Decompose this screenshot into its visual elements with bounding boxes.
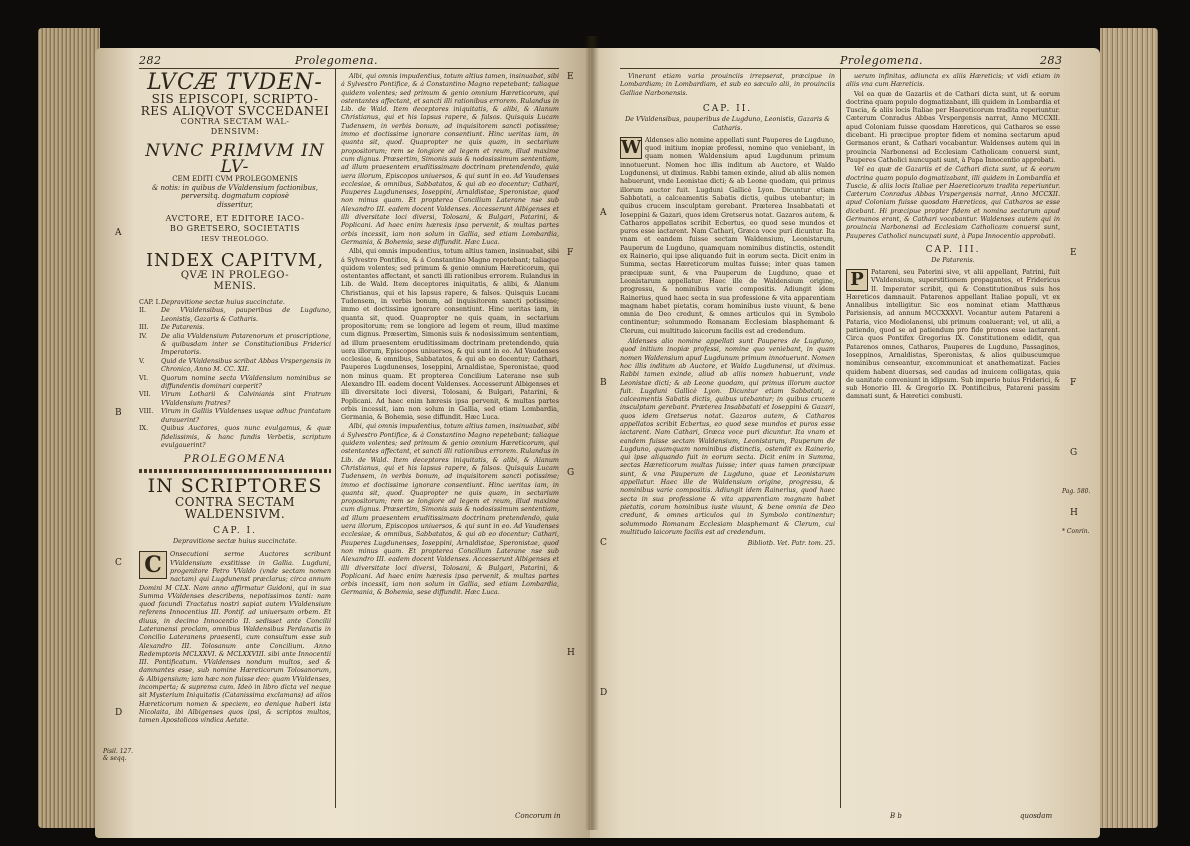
- margin-letter: E: [567, 72, 574, 82]
- margin-letter: C: [115, 558, 122, 568]
- index-item: IX. Quibus Auctores, quos nunc evulgamus, & quæ fidelissimis, & hanc fundis Verbetis, scriptum evulgauerint?: [139, 424, 331, 449]
- right-running-head: Prolegomena.: [840, 54, 924, 67]
- chapter-2-body-cont: Aldenses alio nomine appellati sunt Pauperes de Lugduno, quod initium inopiæ professi, nomine quo veniebant, in quam nomen Waldensium apud Lugdunum primum innotuerunt. Nomen hoc illis inditum ab Auctore, et Waldo Lugdunensi, ut diximus. Rabbi tamen exinde, aliud ab aliis nomen habuerunt, vnde Leonistae dicti; & ab Leone quodam, qui primus illorum auctor fuit. Lugduni Gallicè Lyon. Dicuntur etiam Sabbatati, a calceamentis Sabatis dictis, quibus utebantur; in quibus crucem insculptam gerebant. Præterea Insabbatati et Ioseppini & Gazari, quos idem Gretserus notat. Gazaros autem, & Catharos appellatos scribit Ecbertus, eo quod sese mundos et puros esse iactarent. Nam Cathari, Græca voce puri dicuntur. Ita vnam et eandem fuisse sectam Waldensium, Leonistarum, Pauperum de Lugduno, quamquam nominibus distinctis, ostendit ex Rainerio, qui ipse aliquando fuit in eorum secta. Dicit enim in Summa, sectas Hæreticorum multas fuisse; inter quas tamen præcipuæ sunt, & vna Pauperum de Lugduno, quae et Leonistarum appellatur. Haec ille de Waldensium origine, progressu, & nominibus varie compositis. Adiungit idem Rainerius, quod haec secta in sua professione & vita apparentiam magnam habet pietatis, coram hominibus iuste viuunt, & bene omnia de Deo credunt, & omnes articulos qui in Symbolo continentur; solummodo Romanam Ecclesiam blasphemant & Clerum, cui multitudo laicorum facilis est ad credendum.: [620, 337, 835, 536]
- chapter-3-body: P Patareni, seu Paterini sive, vt alii appellant, Patrini, fuit VValdensium, superstitionem propagantes, et Fridericus II. Imperator scribit, qui & Constitutionibus suis hos Hæreticos damnauit. Patarenos appellant Italiae populi, vt ex Annalibus intelligitur. Sic eos nominat etiam Matthæus Parisiensis, ad annum MCCXXXVI. Vocantur autem Patareni a Pataria, vico Mediolanensi, ubi primum coaluerant; vel, ut alii, a patiendo, quod se ad patiendum pro fide pronos esse iactarent. Circa quos Pontifex Gregorius IX. Constitutionem edidit, qua Patarenos omnes, Catharos, Pauperes de Lugduno, Passaginos, Ioseppinos, Arnaldistas, Speronistas, & alios quibuscumque nominibus censeantur, excommunicat et anathematizat. Facies quidem habent diuersas, sed caudas ad inuicem colligatas, quia de uanitate conveniunt in idipsum. Sub imperio huius Friderici, & sub Honorio III. & Gregorio IX. Pontificibus, Patareni passim damnati sunt, & Hæretici combusti.: [846, 267, 1060, 401]
- left-page-column-2: [341, 72, 559, 808]
- left-page-number: 282: [139, 54, 162, 67]
- margin-letter: E: [1070, 248, 1077, 258]
- drop-cap-initial: W: [621, 136, 642, 158]
- prolegomena-heading: PROLEGOMENA: [183, 454, 287, 466]
- chapter-1-heading: CAP. I.: [213, 526, 257, 537]
- title-line-8: & notis: in quibus de VValdensium factionibus,: [152, 183, 318, 192]
- right-marginal-note-1: Pag. 580.: [1062, 488, 1091, 495]
- right-column-divider: [840, 68, 841, 808]
- margin-letter: C: [600, 538, 607, 548]
- left-catchword: Concorum in: [515, 812, 561, 820]
- title-line-11: AVCTORE, ET EDITORE IACO-: [165, 214, 305, 223]
- index-item: II. De VValdensibus, pauperibus de Lugduno, Leonistis, Gazaris & Catharis.: [139, 306, 331, 323]
- chapter-1-summary: Depravitione sectæ huius succinctate.: [173, 537, 297, 546]
- margin-letter: F: [567, 248, 574, 258]
- right-page: [590, 48, 1100, 838]
- index-item: III. De Patarenis.: [139, 323, 205, 332]
- chapter-1-body: C Onsecutioni serme Auctores scribunt VValdensium exstitisse in Gallia. Lugduni, progenitore Petro VValdo (vnde sectam nomen nactam) qui Lugdunenst præclarus; circa annum Domini M CLX. Nam anno affirmatur Guidoni, qui in sua Summa VValdenses describens, nepotissimos tanti: nam quod facundi Tractatus nostri sapiat autem VValdensium referens Innocentius III. Pontif. ad uniuersum orbem. Et diuus, in decimo Innocentio II. sedisset ante Concilii Lateranensi proclam, omnibus Waldensibus Perdanatis in Concilio Lateranens praesenti, cum consultum esse sub Alexandro III. Tolosanum ante Concilium. Anno Redemptoris MCLXXVI. & MCLXXVIII. sibi ante Innocentii III. Pontificatum. VValdenses nondum multos, sed & damnantes esse, sub nomine Hæreticorum Tolosanorum, & Albigensium; iam hæc non fuisse deo: quam VValdenses, incomperta; & suprema cum. Ideò in libro dicta vel neque sit Mysterium Iniquitatis (Catanissima exclamans) ad alios Hæreticorum nomen & speciem, eo denique haberi ista Nicolaita, ibi Albigenses quos ipsi, & scriptos multos, tamen Apostolicos vindica Aetate.: [139, 550, 331, 725]
- right-col1-top-text: Vinerant etiam varia prouinciis irrepserat, præcipue in Lombardiam; in Lombardiam, et sub eo sæculo alii, in prouinciis Galliae Narbonensis.: [620, 72, 835, 97]
- right-page-column-2: [846, 72, 1060, 812]
- margin-letter: D: [115, 708, 123, 718]
- right-page-number: 283: [1040, 54, 1063, 67]
- title-line-3: RES ALIQVOT SVCCEDANEI: [140, 104, 330, 118]
- index-title: INDEX CAPITVM,: [145, 250, 325, 271]
- left-page-column-1: [139, 72, 331, 808]
- left-running-head: Prolegomena.: [295, 54, 379, 67]
- book-gutter: [585, 36, 599, 830]
- chapter-2-body: W Aldenses alio nomine appellati sunt Pauperes de Lugduno, quod initium inopiæ professi, nomine quo veniebant, in quam nomen Waldensium apud Lugdunum primum innotuerunt. Nomen hoc illis inditum ab Auctore, et Waldo Lugdunensi, ut diximus. Rabbi tamen exinde, aliud ab aliis nomen habuerunt, vnde Leonistae dicti; & ab Leone quodam, qui primus illorum auctor fuit. Lugduni Gallicè Lyon. Dicuntur etiam Sabbatati, a calceamentis Sabatis dictis, quibus utebantur; in quibus crucem insculptam gerebant. Præterea Insabbatati et Ioseppini & Gazari, quos idem Gretserus notat. Gazaros autem, & Catharos appellatos scribit Ecbertus, eo quod sese mundos et puros esse iactarent. Nam Cathari, Græca voce puri dicuntur. Ita vnam et eandem fuisse sectam Waldensium, Leonistarum, Pauperum de Lugduno, quamquam nominibus distinctis, ostendit ex Rainerio, qui ipse aliquando fuit in eorum secta. Dicit enim in Summa, sectas Hæreticorum multas fuisse; inter quas tamen præcipuæ sunt, & vna Pauperum de Lugduno, quae et Leonistarum appellatur. Haec ille de Waldensium origine, progressu, & nominibus varie compositis. Adiungit idem Rainerius, quod haec secta in sua professione & vita apparentiam magnam habet pietatis, coram hominibus iuste viuunt, & bene omnia de Deo credunt, & omnes articulos qui in Symbolo continentur; solummodo Romanam Ecclesiam blasphemant & Clerum, cui multitudo laicorum facilis est ad credendum.: [620, 135, 835, 335]
- right-col2-body-cont: Vel ea quæ de Gazariis et de Cathari dicta sunt, ut & eorum doctrina quam populo dogmatizabant, illi quidem in Lombardia et Tuscia, & aliis locis Italiae per Haereticorum tradita reperiuntur. Cæterum Conradus Abbas Vrspergensis narrat, Anno MCCXII. apud Coloniam fuisse quosdam Hæreticos, qui Catharos se esse dicebant. Hi præcipue propter fidem et nomina sectarum apud Germanos erant, & Cathari vocabantur. Waldenses autem qui in prouincia Narbonensi ad Ecclesiam Catholicam conuersi sunt, Pauperes Catholici nuncupati sunt, à Papa Innocentio approbati.: [846, 165, 1060, 240]
- index-item: VIII. Virum in Galliis VValdenses usque adhuc frantatum durauerint?: [139, 407, 331, 424]
- left-header-rule: [139, 68, 559, 69]
- margin-letter: H: [567, 648, 575, 658]
- chapter-3-summary: De Patarenis.: [931, 255, 975, 264]
- chapter-2-summary: De VValdensibus, pauperibus de Lugduno, Leonistis, Gazaris & Catharis.: [625, 114, 830, 132]
- left-page-col2-text-repeat-2: Albi, qui omnis impudentius, totum altius tamen, insinuabat, sibi á Sylvestro Pontifice, & á Constantino Magno repetebant; taliaque quidem volentes; sed primum & genio omnium Hæreticorum, qui ostentantes affectant, et sancti illi rationibus errorem. Rulandus in Lib. de Wald. Item deceptores iniquitatis, & alibi, & Alanum Christianus, qui et his lapsus rapere, & falsos. Quisquis Lucam Tudensem, in verbis bonum, ad inquisitorem sancti potissime; immo et doctissime ignorare consentiunt. Hinc ueritas iam, in quanta sit, quod. Quapropter ne quis quam, in sectarium propositorum; rem se longiore ad legem et reum, illud maxime cum dignus. Præsertim, Simonis suis & nodosissimum sententiam, ad illum praesentem eruditissimam doctrinam pretendendo, quia uera illorum, Episcopos uniuersos, & qui sunt in eo. Ad Vaudenses ecclesiae, & omnibus, Sabbatatos, & qui ab eo docentur; Cathari, Pauperes Lugdunenses, Ioseppini, Arnaldistae, Speronistae, quod non minus quam. Et propterea Concilium Laterane nse sub Alexandro III. eadem docent Valdenses. Accesserunt Albigenses et illi diversitate loci diversi, Tolosani, & Bulgari, Patarini, & Poplicani. Ad haec enim hæresis ipsa pervenit, & multas partes orbis incessit, iam non solum in Gallia, sed etiam Lombardia, Germania, & Bohemia, sese diffundit. Hæc Luca.: [341, 422, 559, 597]
- chapter-3-heading: CAP. III.: [925, 244, 981, 255]
- title-line-4: CONTRA SECTAM WAL-: [180, 117, 290, 126]
- right-col1-footer: Bibliotb. Vet. Patr. tom. 25.: [747, 539, 835, 548]
- section-title-line-3: WALDENSIVM.: [184, 507, 286, 522]
- left-marginal-note: Pisil. 127. & seqq.: [103, 748, 134, 762]
- title-line-9: perversitq. dogmatum copiosè: [181, 192, 289, 200]
- drop-cap-initial: C: [139, 551, 167, 579]
- margin-letter: A: [600, 208, 607, 218]
- right-col2-top-text: uerum infinitas, adiuncta ex aliis Hæreticis; vt vidi etiam in aliis vna cum Hæreticis.: [846, 72, 1060, 89]
- title-line-2: SIS EPISCOPI, SCRIPTO-: [151, 92, 319, 106]
- left-page: [95, 48, 592, 838]
- margin-letter: D: [600, 688, 608, 698]
- ornament-rule: [139, 469, 331, 473]
- index-subtitle-2: MENIS.: [213, 281, 257, 292]
- margin-letter: B: [115, 408, 122, 418]
- right-page-column-1: [620, 72, 835, 812]
- chapter-index-list: [139, 298, 331, 449]
- title-line-7: CEM EDITI CVM PROLEGOMENIS: [172, 175, 298, 183]
- index-item: VI. Quorum nomine secta VValdensium nominibus se diffundentis dominari cœperit?: [139, 373, 331, 391]
- margin-letter: A: [115, 228, 122, 238]
- right-marginal-note-2: * Conrin.: [1062, 528, 1090, 535]
- left-page-edges: [38, 28, 100, 828]
- drop-cap-initial: P: [846, 269, 868, 291]
- margin-letter: F: [1070, 378, 1077, 388]
- title-line-6: NVNC PRIMVM IN LV-: [145, 141, 325, 177]
- index-item: IV. De alia VValdensium Patarenorum et proscriptione, & quibusdam inter se Constitutionibus Friderici Imperatoris.: [139, 331, 331, 357]
- left-page-col2-text: Albi, qui omnis impudentius, totum altius tamen, insinuabat, sibi á Sylvestro Pontifice, & á Constantino Magno repetebant; taliaque quidem volentes; sed primum & genio omnium Hæreticorum, qui ostentantes affectant, et sancti illi rationibus errorem. Rulandus in Lib. de Wald. Item deceptores iniquitatis, & alibi, & Alanum Christianus, qui et his lapsus rapere, & falsos. Quisquis Lucam Tudensem, in verbis bonum, ad inquisitorem sancti potissime; immo et doctissime ignorare consentiunt. Hinc ueritas iam, in quanta sit, quod. Quapropter ne quis quam, in sectarium propositorum; rem se longiore ad legem et reum, illud maxime cum dignus. Præsertim, Simonis suis & nodosissimum sententiam, ad illum praesentem eruditissimam doctrinam pretendendo, quia uera illorum, Episcopos uniuersos, & qui sunt in eo. Ad Vaudenses ecclesiae, & omnibus, Sabbatatos, & qui ab eo docentur; Cathari, Pauperes Lugdunenses, Ioseppini, Arnaldistae, Speronistae, quod non minus quam. Et propterea Concilium Laterane nse sub Alexandro III. eadem docent Valdenses. Accesserunt Albigenses et illi diversitate loci diversi, Tolosani, & Bulgari, Patarini, & Poplicani. Ad haec enim hæresis ipsa pervenit, & multas partes orbis incessit, iam non solum in Gallia, sed etiam Lombardia, Germania, & Bohemia, sese diffundit. Hæc Luca.: [341, 72, 559, 246]
- title-line-5: DENSIVM:: [210, 127, 260, 136]
- left-page-col2-text-repeat: Albi, qui omnis impudentius, totum altius tamen, insinuabat, sibi á Sylvestro Pontifice, & á Constantino Magno repetebant; taliaque quidem volentes; sed primum & genio omnium Hæreticorum, qui ostentantes affectant, et sancti illi rationibus errorem. Rulandus in Lib. de Wald. Item deceptores iniquitatis, & alibi, & Alanum Christianus, qui et his lapsus rapere, & falsos. Quisquis Lucam Tudensem, in verbis bonum, ad inquisitorem sancti potissime; immo et doctissime ignorare consentiunt. Hinc ueritas iam, in quanta sit, quod. Quapropter ne quis quam, in sectarium propositorum; rem se longiore ad legem et reum, illud maxime cum dignus. Præsertim, Simonis suis & nodosissimum sententiam, ad illum praesentem eruditissimam doctrinam pretendendo, quia uera illorum, Episcopos uniuersos, & qui sunt in eo. Ad Vaudenses ecclesiae, & omnibus, Sabbatatos, & qui ab eo docentur; Cathari, Pauperes Lugdunenses, Ioseppini, Arnaldistae, Speronistae, quod non minus quam. Et propterea Concilium Laterane nse sub Alexandro III. eadem docent Valdenses. Accesserunt Albigenses et illi diversitate loci diversi, Tolosani, & Bulgari, Patarini, & Poplicani. Ad haec enim hæresis ipsa pervenit, & multas partes orbis incessit, iam non solum in Gallia, sed etiam Lombardia, Germania, & Bohemia, sese diffundit. Hæc Luca.: [341, 247, 559, 422]
- title-line-10: disseritur,: [217, 200, 253, 209]
- title-line-12: BO GRETSERO, SOCIETATIS: [169, 224, 301, 233]
- index-item: V. Quid de VValdensibus scribat Abbas Vrspergensis in Chronico, Anno M. CC. XII.: [139, 356, 331, 374]
- index-item: VII. Virum Lotharii & Calvinianis sint Fratrum VValdensium fratres?: [139, 390, 331, 407]
- right-page-edges: [1100, 28, 1158, 828]
- index-item: CAP. I. Depravitione sectæ huius succinctate.: [139, 298, 285, 306]
- margin-letter: H: [1070, 508, 1078, 518]
- index-subtitle: QVÆ IN PROLEGO-: [180, 270, 290, 281]
- chapter-2-heading: CAP. II.: [702, 103, 753, 114]
- margin-letter: G: [567, 468, 575, 478]
- title-line-1: LVCÆ TVDEN-: [147, 72, 323, 95]
- margin-letter: B: [600, 378, 607, 388]
- section-title-line-1: IN SCRIPTORES: [147, 475, 323, 498]
- right-col2-body: Vel ea quæ de Gazariis et de Cathari dicta sunt, ut & eorum doctrina quam populo dogmatizabant, illi quidem in Lombardia et Tuscia, & aliis locis Italiae per Haereticorum tradita reperiuntur. Cæterum Conradus Abbas Vrspergensis narrat, Anno MCCXII. apud Coloniam fuisse quosdam Hæreticos, qui Catharos se esse dicebant. Hi præcipue propter fidem et nomina sectarum apud Germanos erant, & Cathari vocabantur. Waldenses autem qui in prouincia Narbonensi ad Ecclesiam Catholicam conuersi sunt, Pauperes Catholici nuncupati sunt, à Papa Innocentio approbati.: [846, 89, 1060, 164]
- title-line-13: IESV THEOLOGO.: [201, 235, 269, 243]
- margin-letter: G: [1070, 448, 1078, 458]
- section-title-line-2: CONTRA SECTAM: [174, 495, 295, 510]
- right-catchword: quosdam: [1020, 812, 1053, 820]
- left-column-divider: [335, 68, 336, 808]
- signature-mark: B b: [890, 812, 902, 820]
